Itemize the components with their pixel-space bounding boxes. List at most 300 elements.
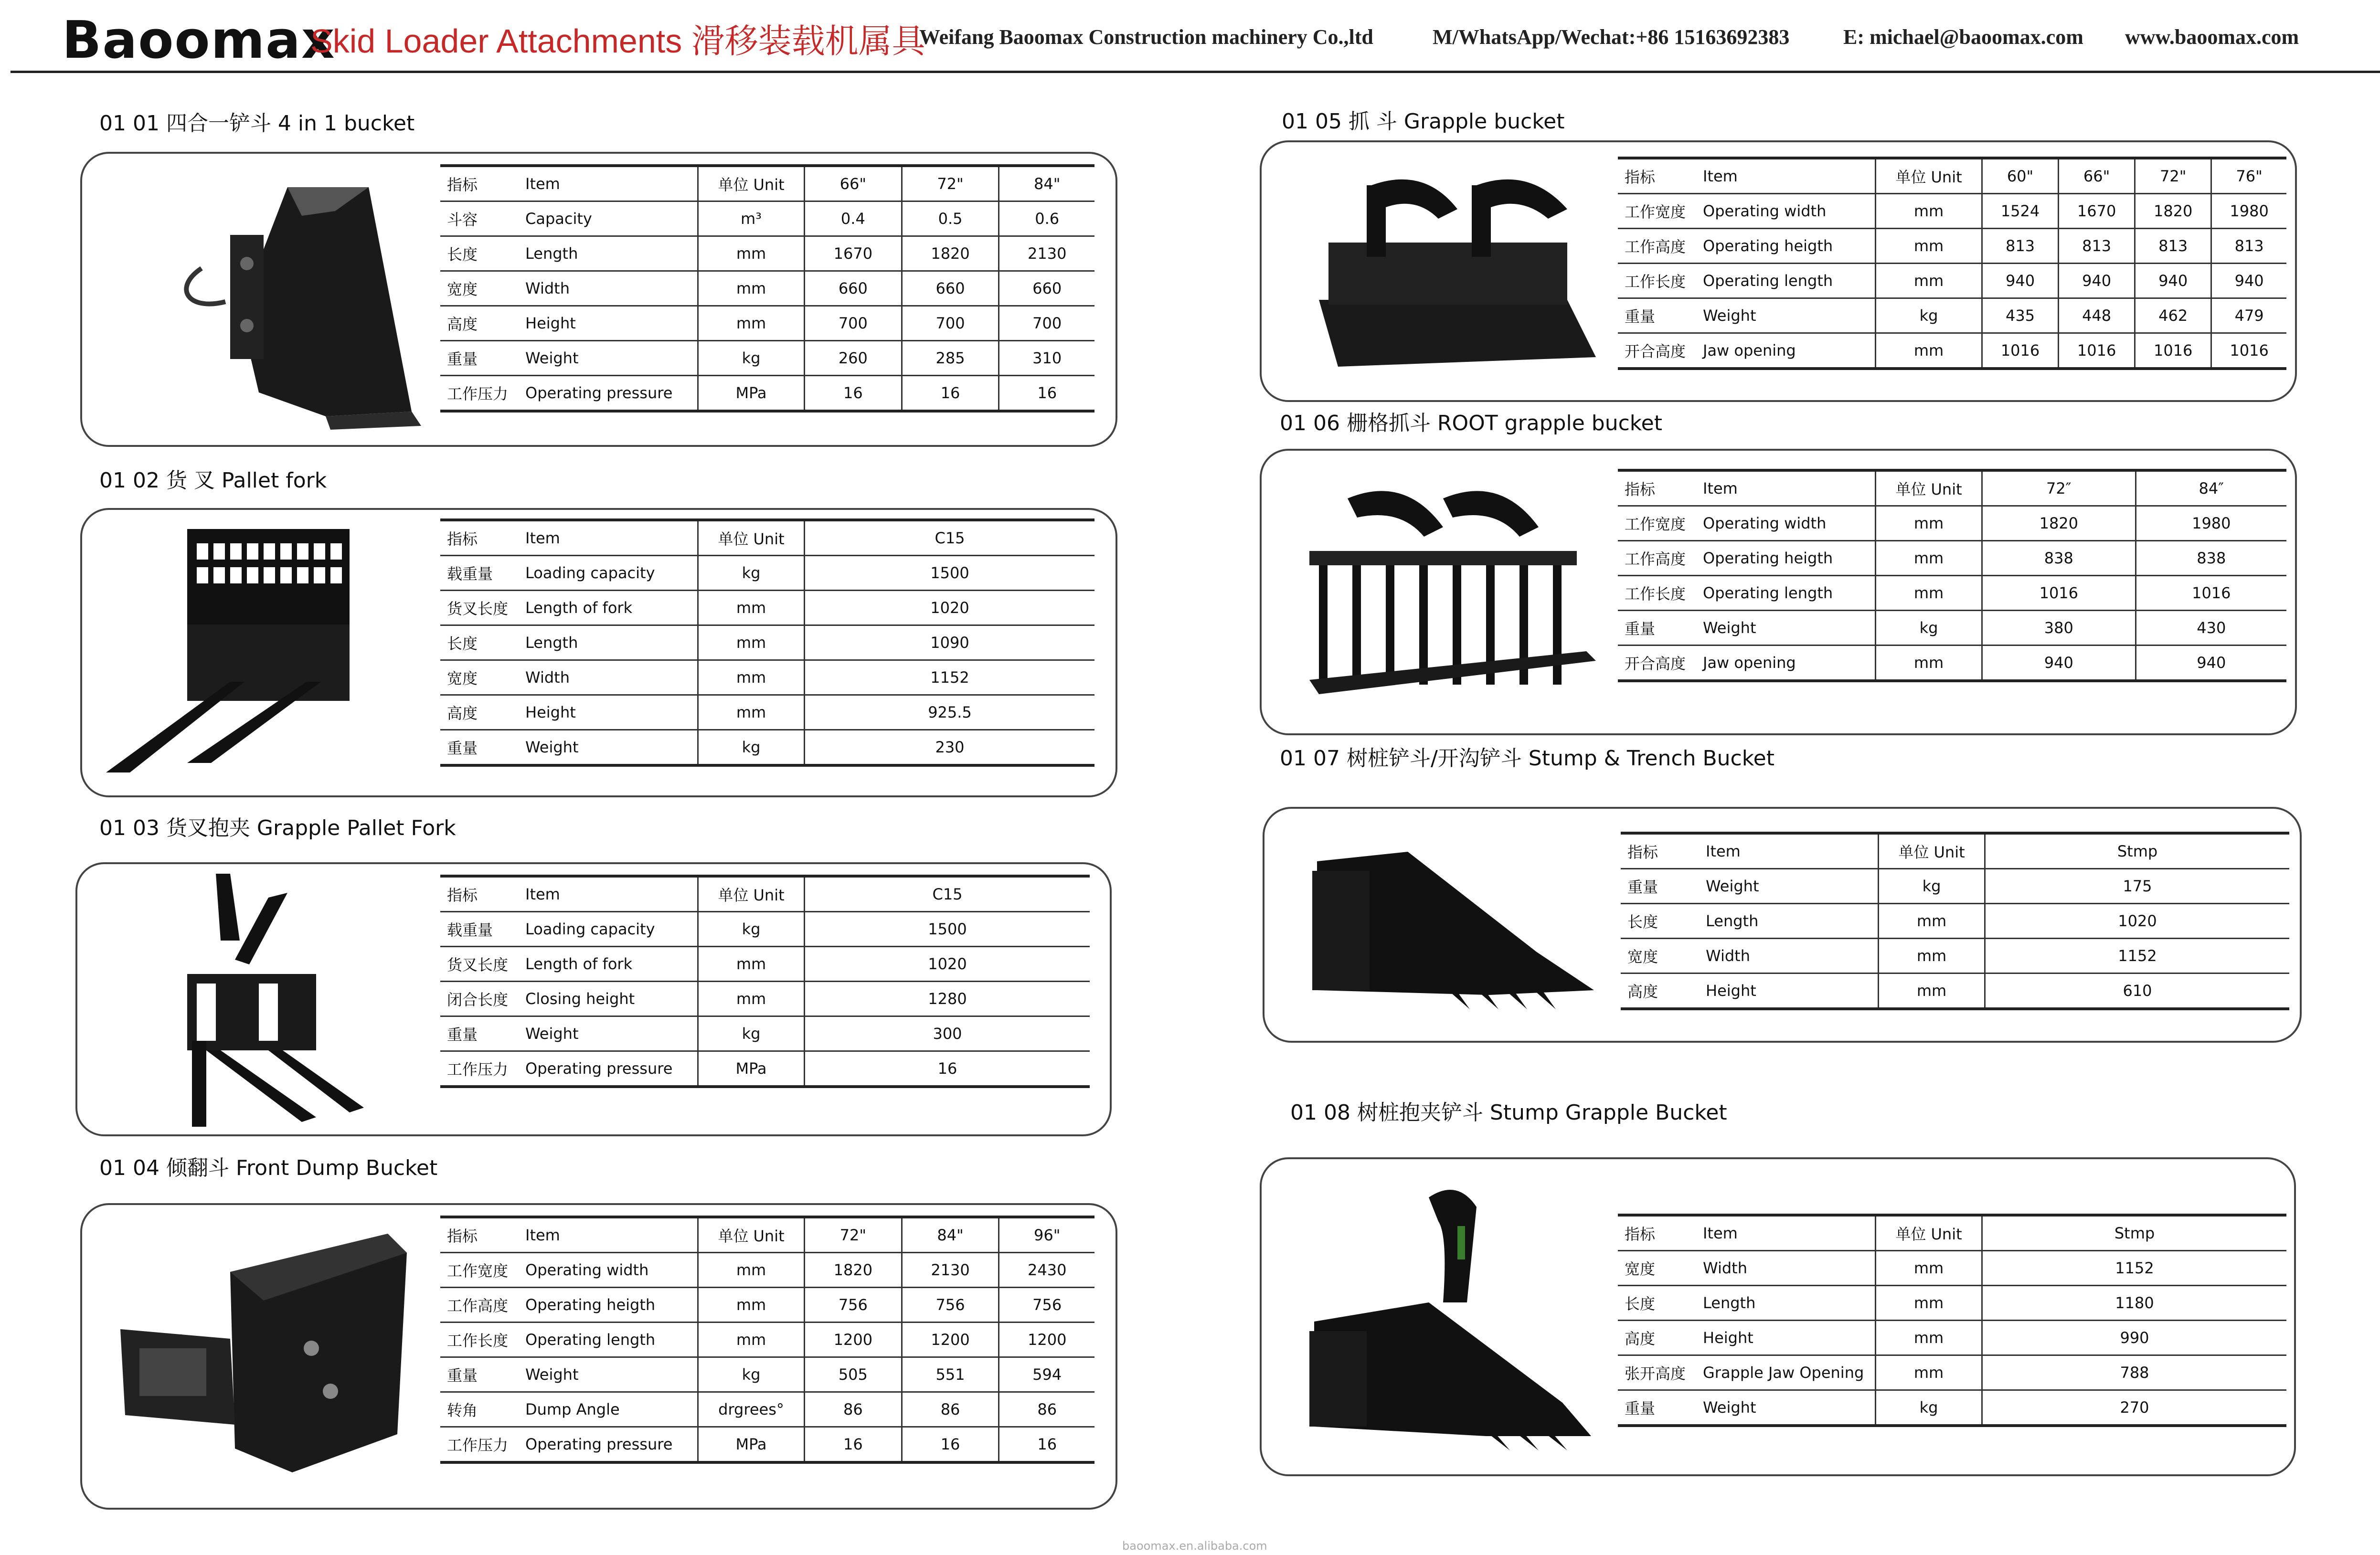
value-cell: 1200: [805, 1322, 902, 1357]
table-row: [1618, 645, 2286, 681]
value-cell: 1016: [1982, 576, 2136, 611]
unit-cell: mm: [698, 1288, 805, 1322]
value-cell: C15: [805, 520, 1095, 556]
unit-cell: mm: [1879, 973, 1985, 1009]
product-image-grapple-pallet-fork: [125, 869, 373, 1136]
value-cell: 1016: [1982, 333, 2059, 369]
cn-label-cell: 指标: [440, 520, 519, 556]
unit-cell: mm: [1876, 229, 1982, 264]
item-cell: Operating heigth: [1696, 229, 1876, 264]
table-row: [440, 376, 1094, 412]
spec-table-body: [440, 876, 1090, 1087]
value-cell: 380: [1982, 611, 2136, 645]
value-cell: 16: [999, 1427, 1094, 1463]
item-cell: Length of fork: [519, 591, 698, 625]
table-row: [440, 947, 1090, 982]
spec-table-body: [440, 520, 1094, 765]
section-title-pallet-fork: 01 02 货 叉 Pallet fork: [99, 468, 327, 493]
table-header-row: [1618, 470, 2286, 506]
value-cell: 813: [2059, 229, 2135, 264]
table-header-row: [440, 1217, 1094, 1253]
value-cell: 1016: [2059, 333, 2135, 369]
item-cell: Weight: [519, 1357, 698, 1392]
value-cell: 86: [805, 1392, 902, 1427]
cn-label-cell: 工作宽度: [1618, 506, 1696, 541]
cn-label-cell: 长度: [1621, 904, 1699, 939]
item-cell: Capacity: [519, 201, 698, 236]
cn-label-cell: 指标: [1618, 470, 1696, 506]
panel-stump-grapple-bucket: [1260, 1157, 2296, 1476]
value-cell: 1016: [2135, 333, 2211, 369]
cn-label-cell: 闭合长度: [440, 982, 519, 1016]
value-cell: 84": [902, 1217, 999, 1253]
unit-cell: mm: [1876, 541, 1982, 576]
value-cell: 1180: [1982, 1286, 2287, 1321]
value-cell: 838: [1982, 541, 2136, 576]
cn-label-cell: 工作压力: [440, 376, 519, 412]
item-cell: Weight: [1696, 611, 1876, 645]
value-cell: 0.6: [999, 201, 1094, 236]
value-cell: 16: [805, 376, 902, 412]
table-row: [440, 271, 1094, 306]
item-cell: Jaw opening: [1696, 645, 1876, 681]
table-row: [1618, 1321, 2286, 1355]
item-cell: Weight: [519, 730, 698, 766]
cn-label-cell: 高度: [440, 306, 519, 341]
section-title-front-dump-bucket: 01 04 倾翻斗 Front Dump Bucket: [99, 1156, 438, 1180]
value-cell: 700: [902, 306, 999, 341]
cn-label-cell: 重量: [440, 341, 519, 376]
unit-cell: mm: [1876, 194, 1982, 229]
section-title-stump-grapple-bucket: 01 08 树桩抱夹铲斗 Stump Grapple Bucket: [1290, 1100, 1727, 1125]
value-cell: 448: [2059, 298, 2135, 333]
value-cell: 66": [805, 166, 902, 201]
value-cell: 1820: [805, 1253, 902, 1288]
cn-label-cell: 指标: [440, 166, 519, 201]
table-row: [440, 591, 1094, 625]
item-cell: Length: [1696, 1286, 1876, 1321]
unit-cell: kg: [698, 341, 805, 376]
value-cell: 86: [902, 1392, 999, 1427]
item-cell: Item: [1696, 158, 1876, 194]
section-title-grapple-bucket: 01 05 抓 斗 Grapple bucket: [1282, 109, 1565, 134]
unit-cell: kg: [698, 556, 805, 591]
value-cell: 813: [2135, 229, 2211, 264]
unit-cell: mm: [698, 660, 805, 695]
cn-label-cell: 重量: [1621, 869, 1699, 904]
unit-cell: mm: [698, 236, 805, 271]
unit-cell: mm: [698, 1253, 805, 1288]
cn-label-cell: 指标: [1618, 158, 1696, 194]
table-row: [1618, 264, 2286, 298]
cn-label-cell: 长度: [440, 236, 519, 271]
spec-table-4in1-bucket: [440, 164, 1094, 413]
unit-cell: kg: [1876, 611, 1982, 645]
cn-label-cell: 重量: [1618, 611, 1696, 645]
unit-cell: kg: [1876, 1390, 1982, 1426]
value-cell: 16: [999, 376, 1094, 412]
value-cell: Stmp: [1985, 833, 2290, 869]
unit-cell: 单位 Unit: [1876, 1215, 1982, 1251]
unit-cell: mm: [698, 695, 805, 730]
cn-label-cell: 重量: [1618, 1390, 1696, 1426]
item-cell: Operating heigth: [1696, 541, 1876, 576]
value-cell: 1280: [805, 982, 1090, 1016]
product-image-grapple-bucket: [1300, 157, 1605, 386]
cn-label-cell: 高度: [1621, 973, 1699, 1009]
value-cell: 96": [999, 1217, 1094, 1253]
unit-cell: kg: [698, 912, 805, 947]
unit-cell: mm: [1876, 1321, 1982, 1355]
table-row: [1618, 1251, 2286, 1286]
spec-table-body: [440, 166, 1094, 411]
table-row: [1618, 194, 2286, 229]
table-row: [440, 556, 1094, 591]
cn-label-cell: 指标: [440, 876, 519, 912]
item-cell: Item: [519, 166, 698, 201]
cn-label-cell: 指标: [440, 1217, 519, 1253]
panel-pallet-fork: [80, 508, 1117, 797]
value-cell: 1820: [902, 236, 999, 271]
unit-cell: mm: [698, 1322, 805, 1357]
value-cell: 1152: [1982, 1251, 2287, 1286]
value-cell: 60": [1982, 158, 2059, 194]
item-cell: Height: [1696, 1321, 1876, 1355]
unit-cell: MPa: [698, 1051, 805, 1087]
value-cell: 270: [1982, 1390, 2287, 1426]
item-cell: Weight: [519, 1016, 698, 1051]
value-cell: 1152: [1985, 939, 2290, 973]
value-cell: 594: [999, 1357, 1094, 1392]
spec-table-body: [1621, 833, 2289, 1009]
contact-phone: M/WhatsApp/Wechat:+86 15163692383: [1433, 25, 1790, 49]
table-row: [1618, 576, 2286, 611]
panel-stump-trench-bucket: [1263, 807, 2302, 1043]
item-cell: Length of fork: [519, 947, 698, 982]
value-cell: 310: [999, 341, 1094, 376]
cn-label-cell: 长度: [440, 625, 519, 660]
section-title-root-grapple-bucket: 01 06 栅格抓斗 ROOT grapple bucket: [1280, 411, 1663, 435]
item-cell: Loading capacity: [519, 912, 698, 947]
section-title-stump-trench-bucket: 01 07 树桩铲斗/开沟铲斗 Stump & Trench Bucket: [1280, 746, 1774, 771]
website-link[interactable]: www.baoomax.com: [2125, 25, 2299, 49]
value-cell: 2130: [999, 236, 1094, 271]
cn-label-cell: 工作长度: [1618, 264, 1696, 298]
cn-label-cell: 高度: [440, 695, 519, 730]
value-cell: 435: [1982, 298, 2059, 333]
unit-cell: mm: [698, 947, 805, 982]
table-row: [1618, 229, 2286, 264]
spec-table-body: [440, 1217, 1094, 1462]
unit-cell: mm: [1879, 939, 1985, 973]
table-row: [440, 1427, 1094, 1463]
table-row: [1618, 298, 2286, 333]
value-cell: 940: [2059, 264, 2135, 298]
table-row: [1618, 541, 2286, 576]
unit-cell: 单位 Unit: [698, 520, 805, 556]
cn-label-cell: 重量: [440, 730, 519, 766]
table-row: [1621, 904, 2289, 939]
item-cell: Weight: [1696, 1390, 1876, 1426]
unit-cell: kg: [698, 1016, 805, 1051]
item-cell: Length: [1699, 904, 1879, 939]
unit-cell: mm: [698, 271, 805, 306]
value-cell: 660: [999, 271, 1094, 306]
value-cell: 16: [902, 376, 999, 412]
cn-label-cell: 长度: [1618, 1286, 1696, 1321]
table-row: [440, 1016, 1090, 1051]
cn-label-cell: 载重量: [440, 912, 519, 947]
panel-root-grapple-bucket: [1260, 449, 2297, 735]
page-title: Skid Loader Attachments 滑移装载机属具: [310, 22, 925, 60]
value-cell: 788: [1982, 1355, 2287, 1390]
table-row: [440, 341, 1094, 376]
value-cell: 0.4: [805, 201, 902, 236]
item-cell: Item: [519, 1217, 698, 1253]
value-cell: 285: [902, 341, 999, 376]
value-cell: 1200: [902, 1322, 999, 1357]
value-cell: 940: [2211, 264, 2286, 298]
cn-label-cell: 高度: [1618, 1321, 1696, 1355]
item-cell: Operating width: [1696, 506, 1876, 541]
value-cell: 1152: [805, 660, 1095, 695]
value-cell: 2430: [999, 1253, 1094, 1288]
table-header-row: [1621, 833, 2289, 869]
cn-label-cell: 工作宽度: [440, 1253, 519, 1288]
cn-label-cell: 工作高度: [1618, 541, 1696, 576]
value-cell: 1980: [2211, 194, 2286, 229]
spec-table-stump-trench-bucket: [1621, 832, 2289, 1010]
cn-label-cell: 重量: [440, 1357, 519, 1392]
unit-cell: 单位 Unit: [698, 876, 805, 912]
value-cell: 16: [902, 1427, 999, 1463]
value-cell: 940: [1982, 645, 2136, 681]
value-cell: 660: [902, 271, 999, 306]
spec-table-body: [1618, 158, 2286, 369]
table-row: [440, 730, 1094, 766]
cn-label-cell: 宽度: [1618, 1251, 1696, 1286]
table-row: [1618, 506, 2286, 541]
cn-label-cell: 货叉长度: [440, 947, 519, 982]
table-header-row: [440, 166, 1094, 201]
unit-cell: 单位 Unit: [1876, 158, 1982, 194]
value-cell: 260: [805, 341, 902, 376]
value-cell: 756: [805, 1288, 902, 1322]
value-cell: 505: [805, 1357, 902, 1392]
value-cell: 838: [2136, 541, 2286, 576]
unit-cell: mm: [1876, 264, 1982, 298]
value-cell: 1820: [1982, 506, 2136, 541]
item-cell: Height: [519, 695, 698, 730]
cn-label-cell: 指标: [1621, 833, 1699, 869]
spec-table-stump-grapple-bucket: [1618, 1214, 2286, 1427]
cn-label-cell: 开合高度: [1618, 645, 1696, 681]
item-cell: Operating length: [519, 1322, 698, 1357]
item-cell: Weight: [519, 341, 698, 376]
item-cell: Length: [519, 625, 698, 660]
cn-label-cell: 张开高度: [1618, 1355, 1696, 1390]
unit-cell: kg: [698, 730, 805, 766]
item-cell: Height: [1699, 973, 1879, 1009]
spec-table-body: [1618, 470, 2286, 681]
unit-cell: MPa: [698, 376, 805, 412]
table-row: [440, 982, 1090, 1016]
item-cell: Width: [519, 271, 698, 306]
value-cell: 700: [805, 306, 902, 341]
product-image-4in1-bucket: [144, 168, 469, 435]
item-cell: Operating width: [1696, 194, 1876, 229]
value-cell: 1670: [2059, 194, 2135, 229]
panel-grapple-bucket: [1260, 140, 2297, 402]
value-cell: 1500: [805, 556, 1095, 591]
value-cell: 940: [1982, 264, 2059, 298]
value-cell: 66": [2059, 158, 2135, 194]
item-cell: Item: [1699, 833, 1879, 869]
company-name: Weifang Baoomax Construction machinery Co.,ltd: [919, 25, 1373, 49]
item-cell: Item: [519, 876, 698, 912]
cn-label-cell: 工作压力: [440, 1051, 519, 1087]
value-cell: 1016: [2136, 576, 2286, 611]
unit-cell: m³: [698, 201, 805, 236]
value-cell: 72": [2135, 158, 2211, 194]
cn-label-cell: 重量: [1618, 298, 1696, 333]
unit-cell: kg: [1879, 869, 1985, 904]
cn-label-cell: 工作宽度: [1618, 194, 1696, 229]
value-cell: 84″: [2136, 470, 2286, 506]
value-cell: 1020: [805, 591, 1095, 625]
spec-table-root-grapple-bucket: [1618, 469, 2286, 682]
cn-label-cell: 货叉长度: [440, 591, 519, 625]
value-cell: 1524: [1982, 194, 2059, 229]
product-image-stump-grapple-bucket: [1286, 1178, 1610, 1465]
item-cell: Operating width: [519, 1253, 698, 1288]
table-header-row: [1618, 1215, 2286, 1251]
value-cell: 86: [999, 1392, 1094, 1427]
section-title-grapple-pallet-fork: 01 03 货叉抱夹 Grapple Pallet Fork: [99, 816, 456, 840]
item-cell: Item: [1696, 470, 1876, 506]
product-image-stump-trench-bucket: [1288, 833, 1613, 1024]
unit-cell: mm: [698, 625, 805, 660]
item-cell: Operating length: [1696, 264, 1876, 298]
unit-cell: 单位 Unit: [698, 166, 805, 201]
value-cell: 2130: [902, 1253, 999, 1288]
item-cell: Length: [519, 236, 698, 271]
item-cell: Width: [1699, 939, 1879, 973]
value-cell: C15: [805, 876, 1090, 912]
cn-label-cell: 载重量: [440, 556, 519, 591]
value-cell: 76": [2211, 158, 2286, 194]
footer-url: baoomax.en.alibaba.com: [1122, 1539, 1267, 1553]
value-cell: 813: [2211, 229, 2286, 264]
value-cell: 756: [902, 1288, 999, 1322]
unit-cell: mm: [1876, 1251, 1982, 1286]
spec-table-grapple-bucket: [1618, 157, 2286, 370]
unit-cell: mm: [1876, 1355, 1982, 1390]
cn-label-cell: 开合高度: [1618, 333, 1696, 369]
value-cell: 1500: [805, 912, 1090, 947]
value-cell: 813: [1982, 229, 2059, 264]
item-cell: Grapple Jaw Opening: [1696, 1355, 1876, 1390]
item-cell: Weight: [1696, 298, 1876, 333]
unit-cell: kg: [1876, 298, 1982, 333]
item-cell: Operating pressure: [519, 376, 698, 412]
item-cell: Loading capacity: [519, 556, 698, 591]
section-title-4in1-bucket: 01 01 四合一铲斗 4 in 1 bucket: [99, 111, 415, 136]
unit-cell: drgrees°: [698, 1392, 805, 1427]
table-row: [440, 306, 1094, 341]
value-cell: 479: [2211, 298, 2286, 333]
table-row: [440, 1357, 1094, 1392]
value-cell: 84": [999, 166, 1094, 201]
unit-cell: mm: [1876, 1286, 1982, 1321]
cn-label-cell: 宽度: [1621, 939, 1699, 973]
brand-logo: Baoomax: [62, 11, 336, 70]
table-header-row: [1618, 158, 2286, 194]
value-cell: 0.5: [902, 201, 999, 236]
table-row: [440, 1392, 1094, 1427]
table-row: [440, 201, 1094, 236]
value-cell: 925.5: [805, 695, 1095, 730]
value-cell: 1020: [805, 947, 1090, 982]
table-row: [440, 1288, 1094, 1322]
value-cell: 990: [1982, 1321, 2287, 1355]
value-cell: 1670: [805, 236, 902, 271]
value-cell: 1016: [2211, 333, 2286, 369]
cn-label-cell: 转角: [440, 1392, 519, 1427]
unit-cell: MPa: [698, 1427, 805, 1463]
table-header-row: [440, 520, 1094, 556]
item-cell: Jaw opening: [1696, 333, 1876, 369]
unit-cell: 单位 Unit: [698, 1217, 805, 1253]
cn-label-cell: 工作高度: [1618, 229, 1696, 264]
header-divider: [11, 71, 2380, 73]
item-cell: Item: [1696, 1215, 1876, 1251]
spec-table-front-dump-bucket: [440, 1216, 1094, 1464]
table-row: [1621, 973, 2289, 1009]
value-cell: 551: [902, 1357, 999, 1392]
value-cell: Stmp: [1982, 1215, 2287, 1251]
table-row: [1618, 1286, 2286, 1321]
item-cell: Width: [519, 660, 698, 695]
value-cell: 660: [805, 271, 902, 306]
table-row: [1618, 611, 2286, 645]
value-cell: 1090: [805, 625, 1095, 660]
product-image-pallet-fork: [92, 524, 436, 782]
panel-grapple-pallet-fork: [75, 862, 1112, 1136]
panel-4in1-bucket: [80, 152, 1117, 447]
unit-cell: mm: [698, 982, 805, 1016]
table-row: [440, 912, 1090, 947]
panel-front-dump-bucket: [80, 1203, 1117, 1510]
unit-cell: mm: [1876, 645, 1982, 681]
table-row: [1618, 1390, 2286, 1426]
unit-cell: mm: [1876, 506, 1982, 541]
value-cell: 230: [805, 730, 1095, 766]
table-row: [1618, 333, 2286, 369]
value-cell: 610: [1985, 973, 2290, 1009]
spec-table-body: [1618, 1215, 2286, 1426]
item-cell: Operating pressure: [519, 1051, 698, 1087]
value-cell: 940: [2136, 645, 2286, 681]
table-row: [440, 695, 1094, 730]
item-cell: Weight: [1699, 869, 1879, 904]
unit-cell: mm: [1876, 576, 1982, 611]
contact-email: E: michael@baoomax.com: [1843, 25, 2083, 49]
table-row: [440, 1051, 1090, 1087]
spec-table-pallet-fork: [440, 518, 1094, 767]
unit-cell: mm: [698, 591, 805, 625]
value-cell: 700: [999, 306, 1094, 341]
